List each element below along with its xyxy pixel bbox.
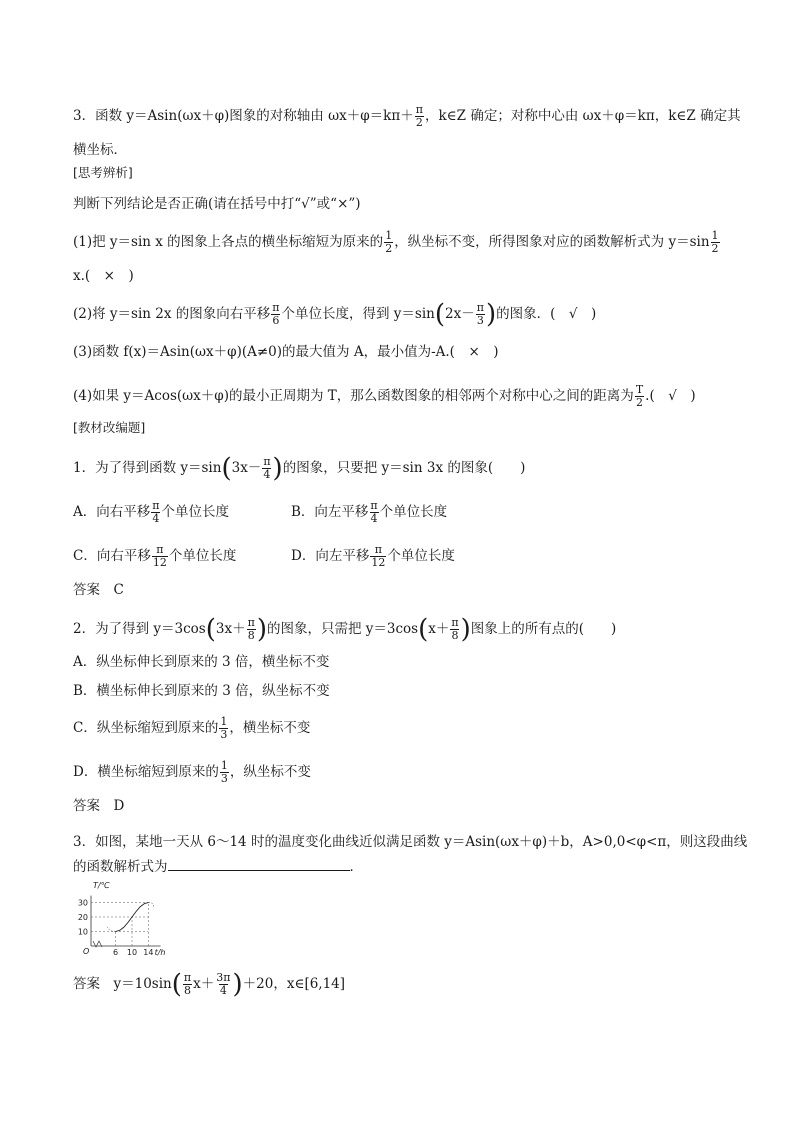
text: 3．函数 y＝Asin(ωx＋φ)图象的对称轴由 ωx＋φ＝kπ＋ [73, 108, 414, 124]
exercise-1-stem: 1．为了得到函数 y＝sin(3x－ $\frac{\pi}{4}$ )的图象，只要把 y＝sin 3x 的图象( ) [73, 453, 526, 484]
x-tick-label: 10 [126, 948, 138, 957]
exercise-1-option-d: D．向左平移 $\frac{\pi}{12}$ 个单位长度 [291, 543, 455, 569]
exercise-2-option-c: C．纵坐标缩短到原来的 $\frac{1}{3}$ ，横坐标不变 [73, 715, 311, 741]
exercise-1-answer: 答案 C [73, 582, 124, 598]
fraction: $\frac{\pi}{2}$ [415, 103, 423, 129]
think-q1-cont: x.( × ) [73, 268, 134, 284]
fraction: $\frac{1}{2}$ [385, 229, 393, 255]
exercise-3-answer: 答案 y＝10sin( $\frac{\pi}{8}$ x＋ $\frac{3\pi}{4}$ )＋20，x∈[6,14] [73, 969, 346, 1000]
text: ，k∈Z 确定；对称中心由 ωx＋φ＝kπ，k∈Z 确定其 [424, 108, 741, 124]
curve-extension [107, 927, 115, 931]
answer-blank[interactable] [168, 856, 350, 871]
section-header-think: [思考辨析] [73, 165, 133, 180]
fraction: $\frac{\pi}{4}$ [263, 455, 271, 481]
exercise-1-option-a: A．向右平移 $\frac{\pi}{4}$ 个单位长度 [73, 499, 229, 525]
exercise-3-stem: 3．如图，某地一天从 6～14 时的温度变化曲线近似满足函数 y＝Asin(ωx＋φ)＋b，A>0,0<φ<π，则这段曲线 [73, 834, 748, 850]
think-q3: (3)函数 f(x)＝Asin(ωx＋φ)(A≠0)的最大值为 A，最小值为-A.( × ) [73, 344, 499, 360]
think-intro: 判断下列结论是否正确(请在括号中打“√”或“×”) [73, 196, 361, 212]
y-tick-label: 20 [77, 913, 88, 922]
exercise-2-stem: 2．为了得到 y＝3cos(3x＋ $\frac{\pi}{8}$ )的图象，只需把 y＝3cos(x＋ $\frac{\pi}{8}$ )图象上的所有点的( ) [73, 614, 617, 645]
y-tick-label: 10 [77, 927, 88, 937]
x-tick-label: 6 [113, 948, 119, 957]
exercise-2-option-b: B．横坐标伸长到原来的 3 倍，纵坐标不变 [73, 683, 330, 699]
fraction: $\frac{T}{2}$ [635, 383, 644, 409]
think-q2: (2)将 y＝sin 2x 的图象向右平移 $\frac{\pi}{6}$ 个单位长度，得到 y＝sin(2x－ $\frac{\pi}{3}$ )的图象．( √ ) [73, 299, 597, 330]
origin-label: O [83, 947, 90, 956]
exercise-1-option-c: C．向右平移 $\frac{\pi}{12}$ 个单位长度 [73, 543, 237, 569]
x-tick-label: 14 [143, 948, 154, 957]
y-tick-label: 30 [77, 898, 88, 908]
curve-extension [148, 903, 153, 907]
think-q4: (4)如果 y＝Acos(ωx＋φ)的最小正周期为 T，那么函数图象的相邻两个对称中心之间的距离为 $\frac{T}{2}$ .( √ ) [73, 383, 696, 409]
temperature-chart [69, 880, 189, 958]
section-header-textbook: [教材改编题] [73, 420, 146, 435]
exercise-3-stem-cont: 的函数解析式为 ． [73, 856, 363, 877]
exercise-1-option-b: B．向左平移 $\frac{\pi}{4}$ 个单位长度 [291, 499, 448, 525]
exercise-2-option-d: D．横坐标缩短到原来的 $\frac{1}{3}$ ，纵坐标不变 [73, 759, 311, 785]
property-3 [73, 104, 741, 129]
exercise-2-option-a: A．纵坐标伸长到原来的 3 倍，横坐标不变 [73, 654, 330, 670]
x-axis-label: t/h [154, 948, 166, 957]
exercise-2-answer: 答案 D [73, 798, 125, 814]
property-3-cont: 横坐标． [73, 142, 127, 158]
fraction: $\frac{\pi}{6}$ [272, 301, 280, 327]
fraction: $\frac{1}{2}$ [711, 229, 719, 255]
think-q1: (1)把 y＝sin x 的图象上各点的横坐标缩短为原来的 $\frac{1}{2}$ ，纵坐标不变，所得图象对应的函数解析式为 y＝sin $\frac{1}{2}$ [73, 229, 719, 255]
y-axis-label: T/℃ [93, 881, 110, 890]
fraction: $\frac{\pi}{3}$ [476, 301, 484, 327]
